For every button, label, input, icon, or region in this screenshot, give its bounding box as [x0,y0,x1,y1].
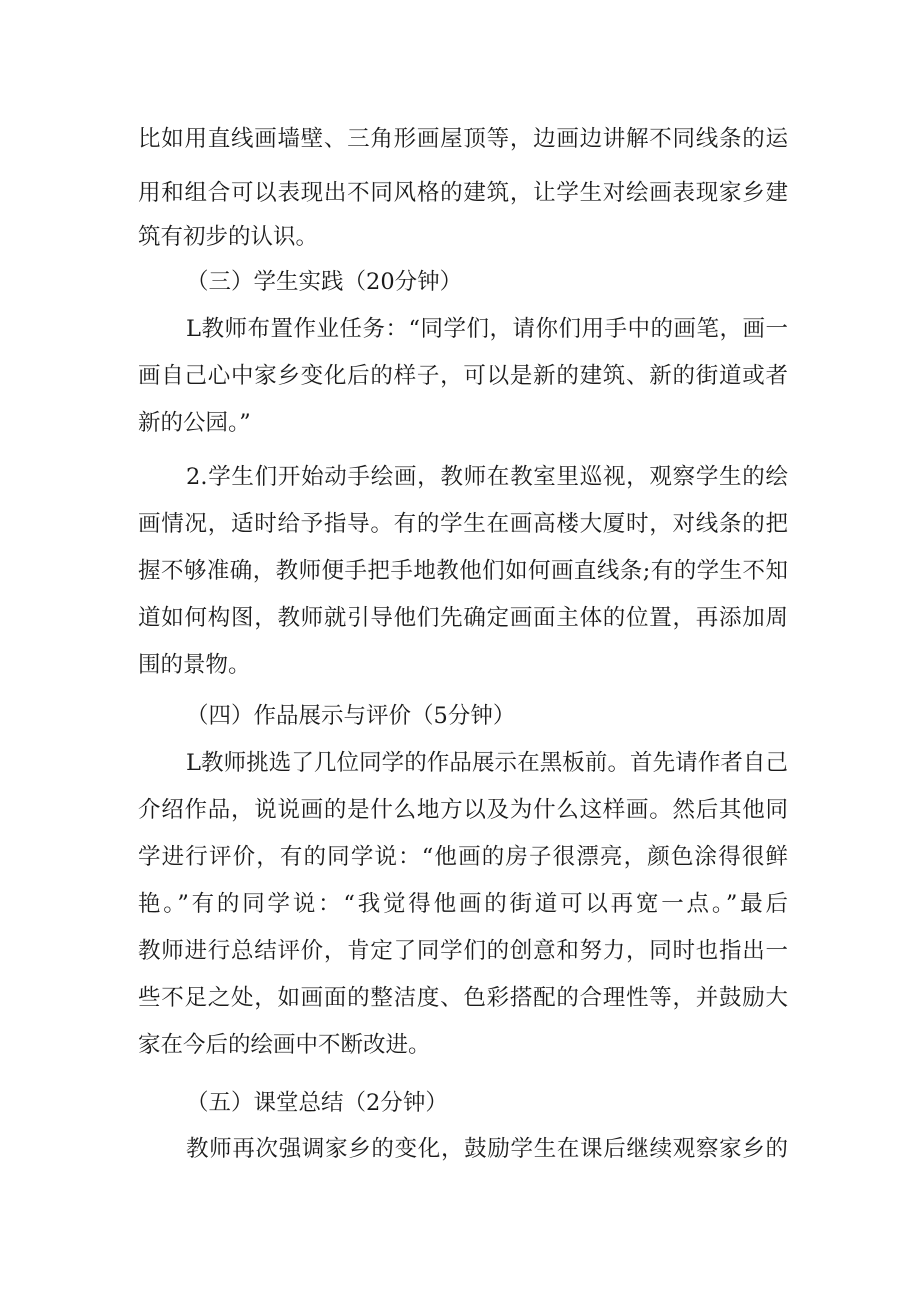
text-line: 教师再次强调家乡的变化，鼓励学生在课后继续观察家乡的 [186,1136,788,1162]
text-line: 道如何构图，教师就引导他们先确定画面主体的位置，再添加周 [138,605,788,631]
text-line: 介绍作品，说说画的是什么地方以及为什么这样画。然后其他同 [138,797,788,823]
text-line: 用和组合可以表现出不同风格的建筑，让学生对绘画表现家乡建 [138,180,788,206]
text-line: 艳。”有的同学说：“我觉得他画的街道可以再宽一点。”最后 [138,891,788,917]
text-line: 新的公园。” [138,410,251,436]
text-line: L教师挑选了几位同学的作品展示在黑板前。首先请作者自己 [186,750,788,776]
text-line: 画自己心中家乡变化后的样子，可以是新的建筑、新的街道或者 [138,363,788,389]
text-line: 握不够准确，教师便手把手地教他们如何画直线条;有的学生不知 [138,558,788,584]
section-heading: （四）作品展示与评价（5分钟） [186,703,516,729]
text-line: 2.学生们开始动手绘画，教师在教室里巡视，观察学生的绘 [186,464,788,490]
text-line: 家在今后的绘画中不断改进。 [138,1032,431,1058]
text-line: 些不足之处，如画面的整洁度、色彩搭配的合理性等，并鼓励大 [138,985,788,1011]
text-line: 画情况，适时给予指导。有的学生在画高楼大厦时，对线条的把 [138,511,788,537]
section-heading: （三）学生实践（20分钟） [186,269,463,295]
text-line: 围的景物。 [138,652,251,678]
text-line: 比如用直线画墙壁、三角形画屋顶等，边画边讲解不同线条的运 [138,126,788,152]
text-line: L教师布置作业任务：“同学们，请你们用手中的画笔，画一 [186,316,788,342]
section-heading: （五）课堂总结（2分钟） [186,1090,448,1116]
text-line: 学进行评价，有的同学说：“他画的房子很漂亮，颜色涂得很鲜 [138,844,788,870]
text-line: 教师进行总结评价，肯定了同学们的创意和努力，同时也指出一 [138,938,788,964]
text-line: 筑有初步的认识。 [138,224,319,250]
